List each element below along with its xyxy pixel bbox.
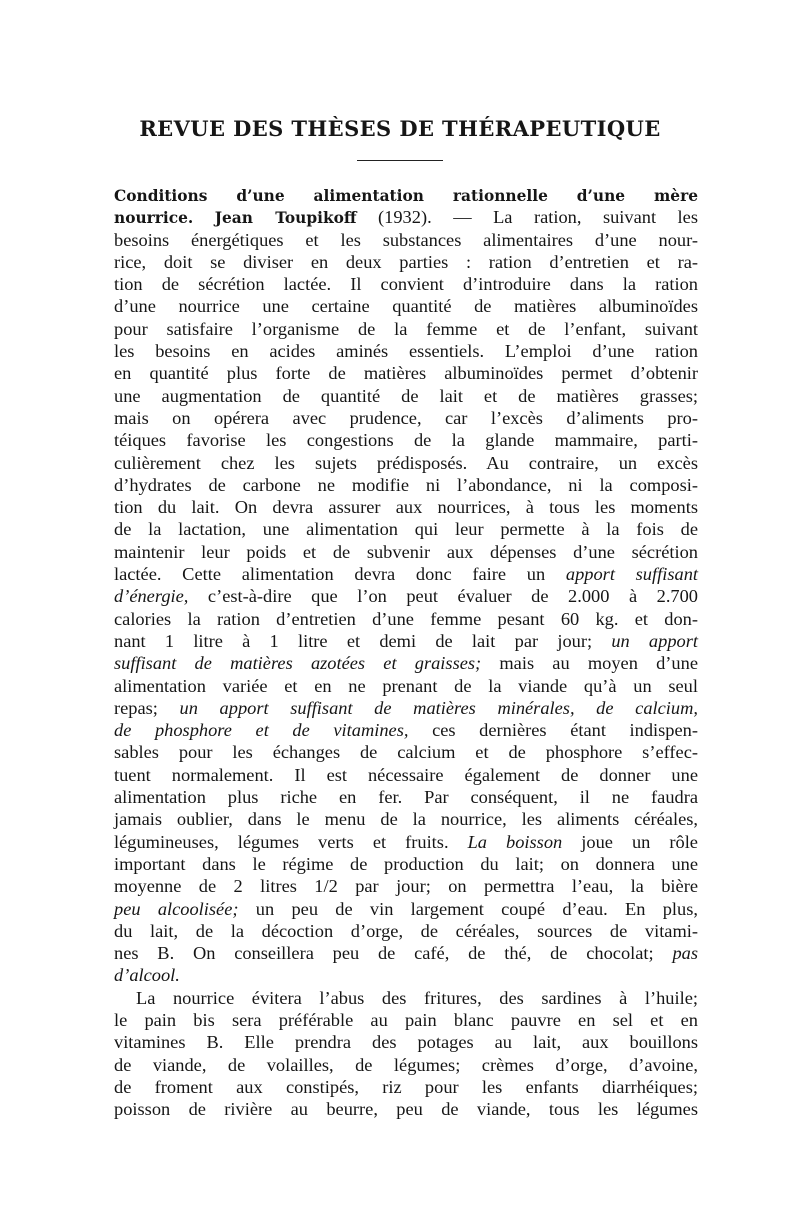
text-line-25: de phosphore et de vitamines, ces dernières étant indispen- [114, 720, 698, 741]
text-line-14: d’hydrates de carbone ne modifie ni l’abondance, ni la composi- [114, 474, 698, 495]
text-line-39: vitamines B. Elle prendra des potages au lait, aux bouillons [114, 1032, 698, 1053]
text-line-18: lactée. Cette alimentation devra donc faire un apport suffisant [114, 564, 698, 585]
article-year: (1932). [378, 207, 432, 228]
text-line-26: sables pour les échanges de calcium et de phosphore s’effec- [114, 742, 698, 763]
text-line-27: tuent normalement. Il est nécessaire également de donner une [114, 764, 698, 785]
text-line-19: d’énergie, c’est-à-dire que l’on peut évaluer de 2.000 à 2.700 [114, 586, 699, 607]
text-line-15: tion du lait. On devra assurer aux nourrices, à tous les moments [114, 497, 698, 518]
text-line-37: La nourrice évitera l’abus des fritures, des sardines à l’huile; [136, 987, 698, 1008]
text-line-23: alimentation variée et en ne prenant de la viande qu’à un seul [114, 675, 698, 696]
article-body [114, 184, 698, 1120]
text-line-32: moyenne de 2 litres 1/2 par jour; on permettra l’eau, la bière [114, 876, 698, 897]
text-line-31: important dans le régime de production du lait; on donnera une [114, 853, 698, 874]
article-title: Conditions d’une alimentation rationnelle d’une mère [114, 187, 698, 205]
text-line-4: rice, doit se diviser en deux parties : ration d’entretien et ra- [114, 251, 698, 272]
page-heading: REVUE DES THÈSES DE THÉRAPEUTIQUE [139, 116, 661, 141]
text-line-8: les besoins en acides aminés essentiels. L’emploi d’une ration [114, 341, 698, 362]
text-line-12: téiques favorise les congestions de la glande mammaire, parti- [114, 430, 698, 451]
text-line-2: nourrice. Jean Toupikoff (1932). — La ration, suivant les [114, 207, 698, 228]
text-line-10: une augmentation de quantité de lait et de matières grasses; [114, 385, 698, 406]
text-line-30: légumineuses, légumes verts et fruits. La boisson joue un rôle [114, 831, 698, 852]
text-line-24: repas; un apport suffisant de matières minérales, de calcium, [114, 697, 698, 718]
text-line-40: de viande, de volailles, de légumes; crèmes d’orge, d’avoine, [114, 1054, 698, 1075]
article-author: Jean Toupikoff [214, 209, 357, 228]
text-line-34: du lait, de la décoction d’orge, de céréales, sources de vitami- [114, 920, 698, 941]
text-line-22: suffisant de matières azotées et graisses; mais au moyen d’une [114, 653, 698, 674]
text-line-35: nes B. On conseillera peu de café, de thé, de chocolat; pas [114, 943, 698, 964]
text-line-21: nant 1 litre à 1 litre et demi de lait par jour; un apport [114, 630, 698, 651]
text-line-11: mais on opérera avec prudence, car l’excès d’aliments pro- [114, 407, 698, 428]
text-line-28: alimentation plus riche en fer. Par conséquent, il ne faudra [114, 787, 698, 808]
text-line-36: d’alcool. [114, 965, 180, 986]
text-line-13: culièrement chez les sujets prédisposés. Au contraire, un excès [114, 452, 698, 473]
text-line-9: en quantité plus forte de matières albuminoïdes permet d’obtenir [114, 363, 698, 384]
text-line-3: besoins énergétiques et les substances alimentaires d’une nour- [114, 229, 698, 250]
text-line-17: maintenir leur poids et de subvenir aux dépenses d’une sécrétion [114, 541, 698, 562]
text-line-1 [114, 184, 698, 206]
heading-rule [357, 160, 443, 161]
text-line-20: calories la ration d’entretien d’une femme pesant 60 kg. et don- [114, 608, 698, 629]
text-line-41: de froment aux constipés, riz pour les enfants diarrhéiques; [114, 1076, 698, 1097]
text-line-33: peu alcoolisée; un peu de vin largement coupé d’eau. En plus, [114, 898, 698, 919]
text-line-6: d’une nourrice une certaine quantité de matières albuminoïdes [114, 296, 698, 317]
text-line-42: poisson de rivière au beurre, peu de viande, tous les légumes [114, 1099, 698, 1120]
text-line-38: le pain bis sera préférable au pain blanc pauvre en sel et en [114, 1009, 698, 1030]
text-line-7: pour satisfaire l’organisme de la femme et de l’enfant, suivant [114, 318, 698, 339]
text-line-5: tion de sécrétion lactée. Il convient d’introduire dans la ration [114, 274, 698, 295]
text-line-29: jamais oublier, dans le menu de la nourrice, les aliments céréales, [114, 809, 698, 830]
text-line-16: de la lactation, une alimentation qui leur permette à la fois de [114, 519, 698, 540]
